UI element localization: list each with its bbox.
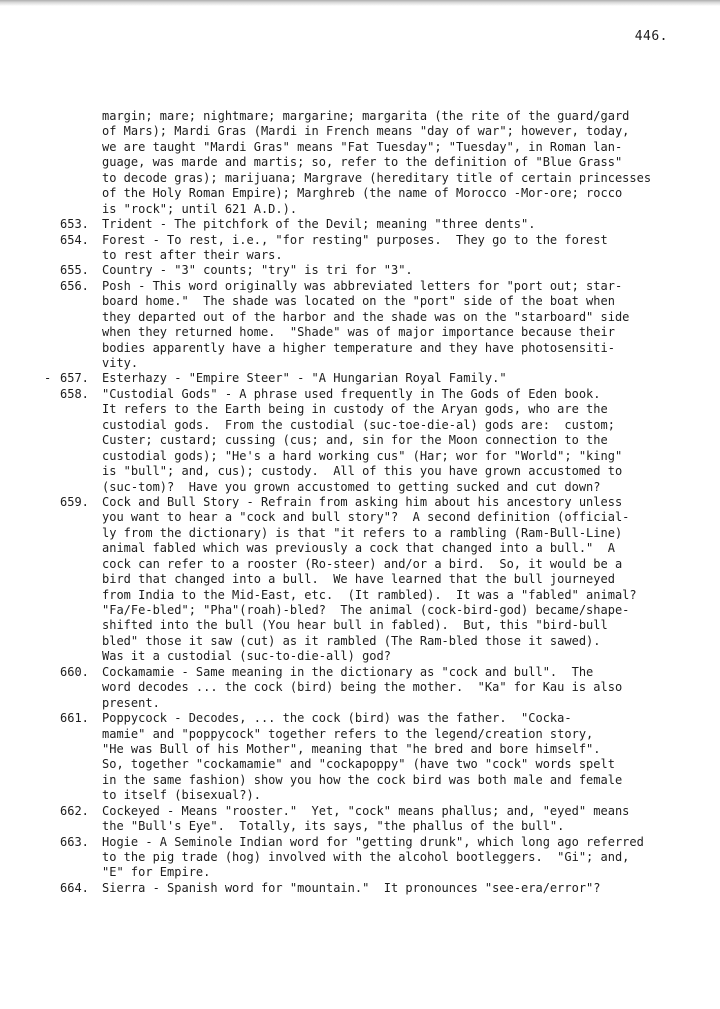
- entry-660: [60, 665, 672, 711]
- entry-text: [102, 711, 622, 804]
- entry-number: 657.: [60, 371, 89, 386]
- text-line: Cockeyed - Means "rooster." Yet, "cock" means phallus; and, "eyed" means: [102, 803, 630, 818]
- text-line: guage, was marde and martis; so, refer to the definition of "Blue Grass": [102, 155, 623, 170]
- scan-edge-shadow: [0, 0, 720, 6]
- entry-text: [102, 371, 507, 386]
- entry-text: [102, 665, 622, 711]
- entry-text: [102, 495, 637, 665]
- text-line: So, together "cockamamie" and "cockapoppy" (have two "cock" words spelt: [102, 757, 615, 772]
- text-line: animal fabled which was previously a cock that changed into a bull." A: [102, 541, 615, 556]
- text-line: word decodes ... the cock (bird) being the mother. "Ka" for Kau is also: [102, 680, 623, 695]
- text-line: the "Bull's Eye". Totally, its says, "the phallus of the bull".: [102, 819, 565, 834]
- text-line: we are taught "Mardi Gras" means "Fat Tuesday"; "Tuesday", in Roman lan-: [102, 139, 623, 154]
- text-line: "Fa/Fe-bled"; "Pha"(roah)-bled? The animal (cock-bird-god) became/shape-: [102, 603, 630, 618]
- text-line: board home." The shade was located on the "port" side of the boat when: [102, 294, 615, 309]
- text-line: "Custodial Gods" - A phrase used frequently in The Gods of Eden book.: [102, 386, 601, 401]
- entry-number: 663.: [60, 834, 89, 849]
- text-line: ly from the dictionary) is that "it refers to a rambling (Ram-Bull-Line): [102, 525, 623, 540]
- text-line: is "rock"; until 621 A.D.).: [102, 201, 298, 216]
- entry-661: [60, 711, 672, 804]
- text-line: Poppycock - Decodes, ... the cock (bird) was the father. "Cocka-: [102, 711, 572, 726]
- entry-656: [60, 279, 672, 372]
- entry-text: [102, 881, 601, 896]
- entry-text: [102, 233, 608, 264]
- text-line: Was it a custodial (suc-to-die-all) god?: [102, 649, 391, 664]
- entry-664: [60, 881, 672, 896]
- entry-text: [102, 804, 629, 835]
- entry-list: [44, 217, 672, 896]
- entry-number: 664.: [60, 880, 89, 895]
- text-line: is "bull"; and, cus); custody. All of this you have grown accustomed to: [102, 464, 623, 479]
- entry-658: [60, 387, 672, 495]
- entry-number: 660.: [60, 664, 89, 679]
- text-line: in the same fashion) show you how the cock bird was both male and female: [102, 772, 623, 787]
- page-number: 446.: [634, 29, 668, 44]
- text-line: Trident - The pitchfork of the Devil; meaning "three dents".: [102, 217, 536, 232]
- entry-655: [60, 263, 672, 278]
- text-line: vity.: [102, 356, 139, 371]
- entry-number: 662.: [60, 803, 89, 818]
- text-line: custodial gods); "He's a hard working cus" (Har; wor for "World"; "king": [102, 448, 623, 463]
- text-line: mamie" and "poppycock" together refers to the legend/creation story,: [102, 726, 594, 741]
- entry-663: [60, 835, 672, 881]
- intro-paragraph: [60, 109, 672, 217]
- text-line: Hogie - A Seminole Indian word for "getting drunk", which long ago referred: [102, 834, 644, 849]
- entry-659: [60, 495, 672, 665]
- entry-657: [44, 371, 672, 386]
- text-line: from India to the Mid-East, etc. (It rambled). It was a "fabled" animal?: [102, 587, 637, 602]
- entry-text: [102, 217, 535, 232]
- entry-text: [102, 387, 622, 495]
- text-line: Cock and Bull Story - Refrain from asking him about his ancestory unless: [102, 494, 623, 509]
- text-line: cock can refer to a rooster (Ro-steer) and/or a bird. So, it would be a: [102, 556, 623, 571]
- text-line: Country - "3" counts; "try" is tri for "3".: [102, 263, 413, 278]
- entry-text: [102, 263, 413, 278]
- text-line: shifted into the bull (You hear bull in fabled). But, this "bird-bull: [102, 618, 608, 633]
- text-line: they departed out of the harbor and the shade was on the "starboard" side: [102, 309, 630, 324]
- text-line: to rest after their wars.: [102, 247, 283, 262]
- text-line: "E" for Empire.: [102, 865, 211, 880]
- text-line: custodial gods. From the custodial (suc-toe-die-al) gods are: custom;: [102, 417, 615, 432]
- text-line: of Mars); Mardi Gras (Mardi in French means "day of war"; however, today,: [102, 124, 630, 139]
- text-line: you want to hear a "cock and bull story"? A second definition (official-: [102, 510, 630, 525]
- text-line: Posh - This word originally was abbreviated letters for "port out; star-: [102, 278, 623, 293]
- entry-number: 661.: [60, 711, 89, 726]
- text-line: Cockamamie - Same meaning in the dictionary as "cock and bull". The: [102, 664, 594, 679]
- text-line: Custer; custard; cussing (cus; and, sin for the Moon connection to the: [102, 433, 608, 448]
- text-line: present.: [102, 695, 160, 710]
- text-line: Forest - To rest, i.e., "for resting" purposes. They go to the forest: [102, 232, 608, 247]
- text-line: when they returned home. "Shade" was of major importance because their: [102, 325, 615, 340]
- entry-text: [102, 835, 644, 881]
- entry-number: 653.: [60, 217, 89, 232]
- entry-number: 659.: [60, 494, 89, 509]
- text-line: bodies apparently have a higher temperature and they have photosensiti-: [102, 340, 615, 355]
- entry-662: [60, 804, 672, 835]
- document-body: [44, 109, 672, 896]
- text-line: to decode gras); marijuana; Margrave (hereditary title of certain princesses: [102, 170, 652, 185]
- text-line: of the Holy Roman Empire); Marghreb (the name of Morocco -Mor-ore; rocco: [102, 186, 623, 201]
- entry-654: [60, 233, 672, 264]
- entry-number: 655.: [60, 263, 89, 278]
- text-line: to the pig trade (hog) involved with the alcohol bootleggers. "Gi"; and,: [102, 850, 630, 865]
- text-line: bird that changed into a bull. We have learned that the bull journeyed: [102, 572, 615, 587]
- entry-number: 654.: [60, 232, 89, 247]
- text-line: "He was Bull of his Mother", meaning that "he bred and bore himself".: [102, 741, 601, 756]
- text-line: bled" those it saw (cut) as it rambled (The Ram-bled those it sawed).: [102, 633, 601, 648]
- entry-653: [60, 217, 672, 232]
- entry-text: [102, 279, 629, 372]
- text-line: Esterhazy - "Empire Steer" - "A Hungarian Royal Family.": [102, 371, 507, 386]
- text-line: to itself (bisexual?).: [102, 788, 261, 803]
- text-line: (suc-tom)? Have you grown accustomed to getting sucked and cut down?: [102, 479, 601, 494]
- text-line: Sierra - Spanish word for "mountain." It pronounces "see-era/error"?: [102, 880, 601, 895]
- text-line: It refers to the Earth being in custody of the Aryan gods, who are the: [102, 402, 608, 417]
- entry-number: 656.: [60, 278, 89, 293]
- margin-mark: -: [44, 371, 52, 386]
- entry-number: 658.: [60, 386, 89, 401]
- text-line: margin; mare; nightmare; margarine; margarita (the rite of the guard/gard: [102, 109, 630, 123]
